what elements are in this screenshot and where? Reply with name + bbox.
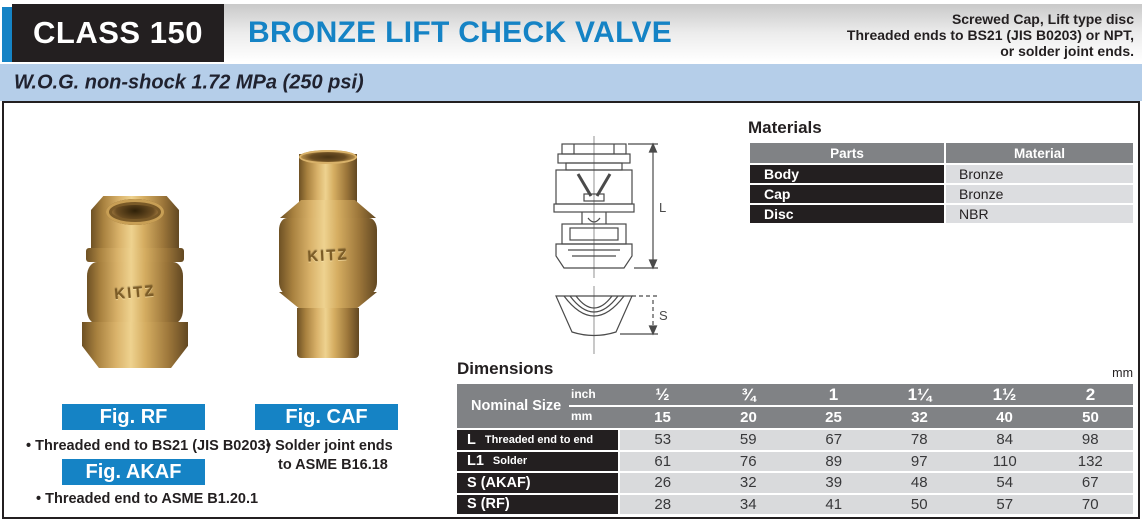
dimension-row-label <box>457 452 618 472</box>
figure-label-text: Fig. RF <box>99 405 168 428</box>
dimension-desc: Threaded end to end <box>484 433 594 446</box>
dimension-code: L1 <box>467 453 484 470</box>
page-title: BRONZE LIFT CHECK VALVE <box>248 16 673 49</box>
dimension-row-label <box>457 430 618 450</box>
value-cell: 41 <box>825 495 843 513</box>
size-inch-cell: ½ <box>655 385 670 404</box>
dimension-values <box>620 495 1133 515</box>
dimension-code: L <box>467 431 476 448</box>
valve-shoulder <box>280 200 376 218</box>
figure-label-text: Fig. CAF <box>285 405 368 428</box>
solder-cup-rim <box>299 150 357 164</box>
material-cell: Bronze <box>946 165 1133 183</box>
table-row <box>457 473 1133 493</box>
valve-body <box>279 218 377 294</box>
value-cell: 76 <box>739 452 757 470</box>
figure-note-rf: • Threaded end to BS21 (JIS B0203) <box>26 438 271 454</box>
figure-label-caf <box>255 404 398 430</box>
accent-stripe <box>2 7 12 62</box>
size-mm-cell: 15 <box>654 409 671 426</box>
value-cell: 89 <box>825 452 843 470</box>
dimensions-unit: mm <box>1112 366 1133 380</box>
valve-photo-rf <box>80 196 190 356</box>
table-row <box>750 205 1133 223</box>
header-divider <box>569 405 1133 407</box>
size-mm-cell: 40 <box>996 409 1013 426</box>
valve-bottom-hex <box>82 322 188 368</box>
value-cell: 32 <box>739 474 757 491</box>
valve-threaded-opening <box>106 199 164 225</box>
size-mm-cell: 20 <box>740 409 757 426</box>
valve-cross-section-drawing <box>528 128 733 360</box>
size-mm-cell: 50 <box>1082 409 1099 426</box>
class-rating-label: CLASS 150 <box>33 15 203 50</box>
header-note-line: Threaded ends to BS21 (JIS B0203) or NPT, <box>846 27 1134 43</box>
table-row <box>750 165 1133 183</box>
size-inch-cell: 2 <box>1085 385 1096 404</box>
size-inch-cell: 1 <box>828 385 839 404</box>
dimension-values <box>620 430 1133 450</box>
inch-row-label: inch <box>571 387 596 401</box>
size-inch-cell: ¾ <box>741 385 756 404</box>
valve-photo-caf <box>276 152 380 358</box>
value-cell: 26 <box>654 474 672 491</box>
size-mm-cell: 32 <box>911 409 928 426</box>
value-cell: 57 <box>996 495 1014 513</box>
valve-bottom-tube <box>297 308 359 358</box>
value-cell: 54 <box>996 474 1014 491</box>
materials-header-row <box>750 143 1133 163</box>
figure-note-akaf: • Threaded end to ASME B1.20.1 <box>36 491 259 507</box>
value-cell: 39 <box>825 474 843 491</box>
dimension-row-label <box>457 495 618 515</box>
table-row <box>457 452 1133 472</box>
dimension-values <box>620 452 1133 472</box>
figure-note-line: to ASME B16.18 <box>278 457 388 473</box>
part-cell: Body <box>750 165 944 183</box>
part-cell: Disc <box>750 205 944 223</box>
materials-table <box>750 143 1133 225</box>
value-cell: 28 <box>654 495 672 513</box>
dimension-label-s: S <box>659 308 668 323</box>
value-cell: 98 <box>1081 431 1099 448</box>
materials-title: Materials <box>748 118 822 137</box>
dimension-row-label <box>457 473 618 493</box>
brand-embossing: KITZ <box>113 282 157 304</box>
figure-note-caf <box>266 437 393 475</box>
dimension-desc: Solder <box>492 455 528 468</box>
value-cell: 67 <box>825 431 843 448</box>
material-cell: NBR <box>946 205 1133 223</box>
valve-collar <box>86 248 184 262</box>
pressure-rating-band <box>0 64 1142 101</box>
valve-lower-shoulder <box>279 292 377 308</box>
value-cell: 67 <box>1081 474 1099 491</box>
table-row <box>750 185 1133 203</box>
size-inch-cell: 1½ <box>992 385 1017 404</box>
nominal-size-label: Nominal Size <box>471 398 562 414</box>
material-cell: Bronze <box>946 185 1133 203</box>
part-cell: Cap <box>750 185 944 203</box>
dimension-values <box>620 473 1133 493</box>
brand-embossing: KITZ <box>306 246 350 266</box>
value-cell: 132 <box>1077 452 1103 470</box>
dimensions-table <box>457 384 1133 514</box>
value-cell: 110 <box>992 452 1017 470</box>
value-cell: 59 <box>739 431 757 448</box>
header-note-line: Screwed Cap, Lift type disc <box>951 11 1134 27</box>
valve-body <box>87 262 183 324</box>
materials-col-material: Material <box>946 143 1133 163</box>
pressure-rating-text: W.O.G. non-shock 1.72 MPa (250 psi) <box>14 71 364 93</box>
size-mm-cell: 25 <box>825 409 842 426</box>
value-cell: 97 <box>910 452 928 470</box>
value-cell: 70 <box>1081 495 1099 513</box>
value-cell: 48 <box>910 474 928 491</box>
title-band <box>224 4 1142 62</box>
figure-label-text: Fig. AKAF <box>85 460 182 483</box>
value-cell: 61 <box>654 452 672 470</box>
class-rating-box <box>12 4 224 62</box>
mm-row-label: mm <box>571 409 593 423</box>
table-row <box>457 495 1133 515</box>
dimension-code: S (AKAF) <box>467 474 531 491</box>
dimension-label-l: L <box>659 200 667 215</box>
dimensions-title: Dimensions <box>457 359 554 378</box>
dimension-code: S (RF) <box>467 496 510 513</box>
value-cell: 84 <box>996 431 1014 448</box>
table-row <box>457 430 1133 450</box>
materials-col-parts: Parts <box>750 143 944 163</box>
value-cell: 50 <box>910 495 928 513</box>
value-cell: 34 <box>739 495 757 513</box>
header-note-line: or solder joint ends. <box>1000 43 1134 59</box>
value-cell: 53 <box>654 431 672 448</box>
figure-label-rf <box>62 404 205 430</box>
header-notes <box>847 11 1134 59</box>
value-cell: 78 <box>910 431 928 448</box>
figure-note-line: • Solder joint ends <box>266 438 393 454</box>
dimensions-header <box>457 384 1133 428</box>
figure-label-akaf <box>62 459 205 485</box>
size-inch-cell: 1¼ <box>907 385 932 404</box>
